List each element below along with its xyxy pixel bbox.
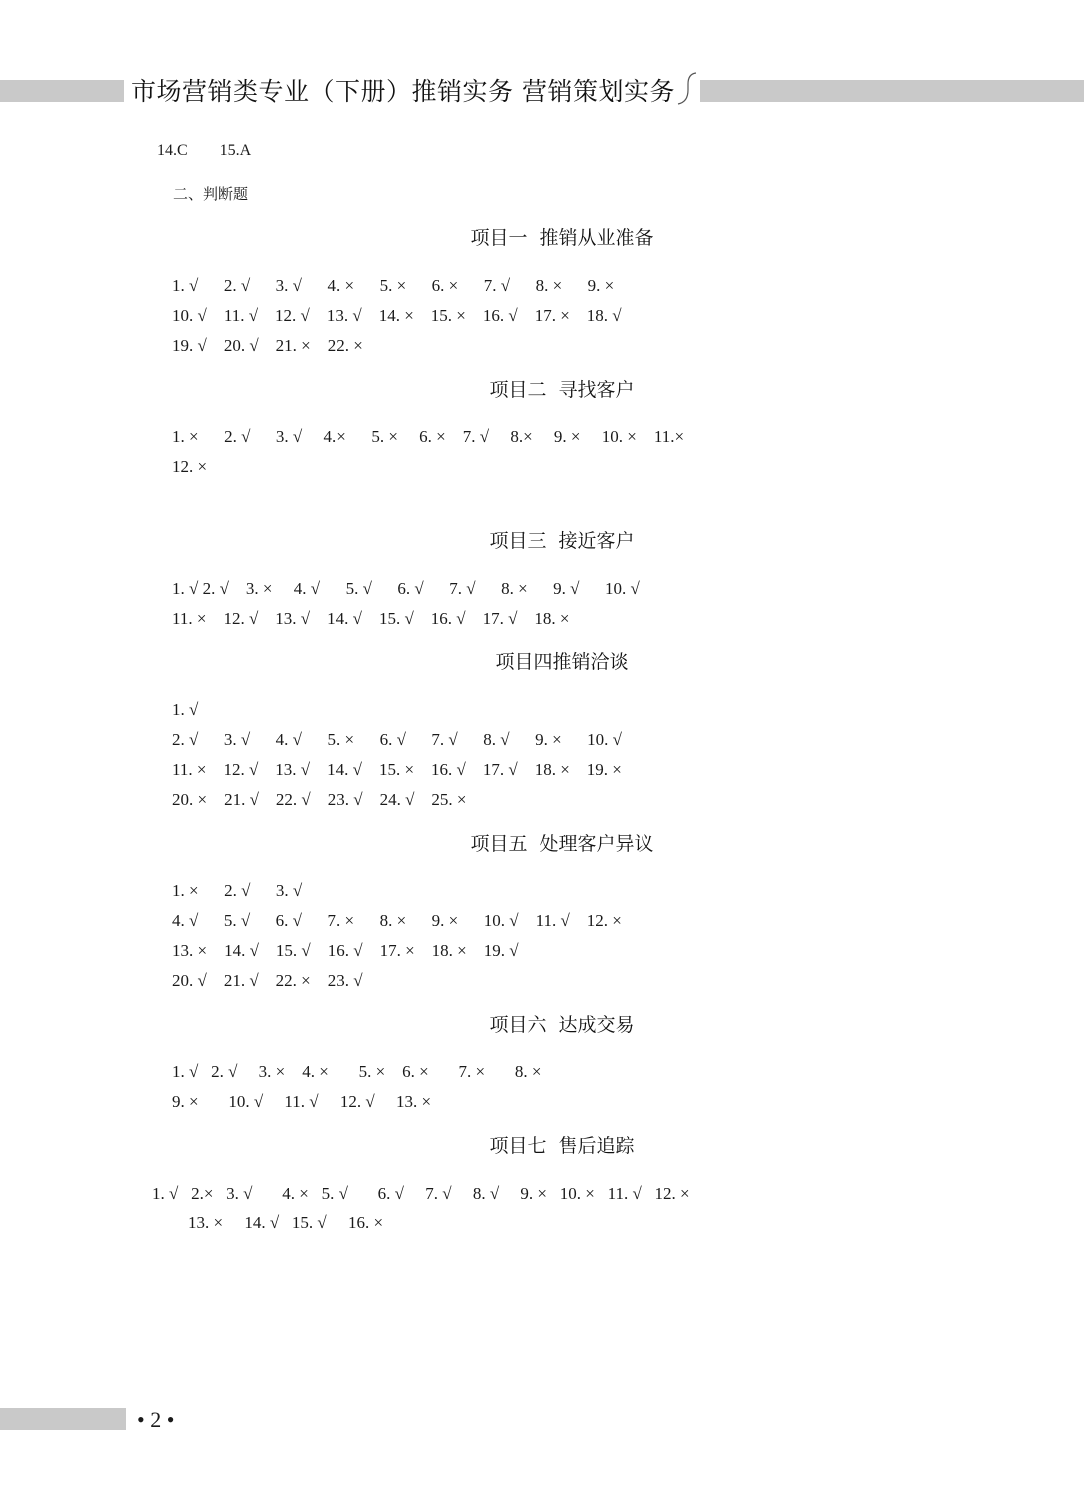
answer-line: 1. √ 2.× 3. √ 4. × 5. √ 6. √ 7. √ 8. √ 9. × 10. × 11. √ 12. × — [152, 1184, 690, 1203]
answer-line: 11. × 12. √ 13. √ 14. √ 15. × 16. √ 17. √ 18. × 19. × — [172, 760, 622, 779]
project-2-heading: 项目二 寻找客户 — [489, 379, 635, 401]
answer-line: 1. √ 2. √ 3. × 4. √ 5. √ 6. √ 7. √ 8. × 9. √ 10. √ — [172, 579, 640, 598]
project-3-heading: 项目三 接近客户 — [489, 530, 635, 552]
answer-line: 13. × 14. √ 15. √ 16. √ 17. × 18. × 19. √ — [172, 941, 519, 960]
project-5-heading: 项目五 处理客户异议 — [470, 833, 654, 855]
answer-line: 4. √ 5. √ 6. √ 7. × 8. × 9. × 10. √ 11. √ 12. × — [172, 911, 622, 930]
answer-line: 2. √ 3. √ 4. √ 5. × 6. √ 7. √ 8. √ 9. × 10. √ — [172, 730, 622, 749]
project-6-heading: 项目六 达成交易 — [489, 1014, 635, 1036]
answer-line: 1. × 2. √ 3. √ 4.× 5. × 6. × 7. √ 8.× 9. × 10. × 11.× — [172, 427, 685, 446]
answer-line: 13. × 14. √ 15. √ 16. × — [188, 1213, 384, 1232]
previous-answers-line: 14.C 15.A — [157, 142, 252, 159]
footer-decor-bar — [0, 1408, 126, 1430]
answer-line: 19. √ 20. √ 21. × 22. × — [172, 336, 363, 355]
section-title: 二、判断题 — [173, 185, 249, 203]
answer-line: 12. × — [172, 457, 208, 476]
project-1-heading: 项目一 推销从业准备 — [470, 227, 654, 249]
answer-line: 11. × 12. √ 13. √ 14. √ 15. √ 16. √ 17. √ 18. × — [172, 609, 570, 628]
answer-line: 1. √ 2. √ 3. √ 4. × 5. × 6. × 7. √ 8. × 9. × — [172, 276, 615, 295]
project-7-heading: 项目七 售后追踪 — [489, 1135, 635, 1157]
answer-line: 20. √ 21. √ 22. × 23. √ — [172, 971, 363, 990]
answer-line: 20. × 21. √ 22. √ 23. √ 24. √ 25. × — [172, 790, 467, 809]
page-number: • 2 • — [137, 1407, 175, 1432]
running-header-title: 市场营销类专业（下册）推销实务 营销策划实务 — [131, 77, 675, 106]
answer-line: 9. × 10. √ 11. √ 12. √ 13. × — [172, 1092, 432, 1111]
answer-line: 10. √ 11. √ 12. √ 13. √ 14. × 15. × 16. √ 17. × 18. √ — [172, 306, 622, 325]
answer-line: 1. × 2. √ 3. √ — [172, 881, 303, 900]
answer-line: 1. √ — [172, 700, 199, 719]
answer-line: 1. √ 2. √ 3. × 4. × 5. × 6. × 7. × 8. × — [172, 1062, 542, 1081]
project-4-heading: 项目四推销洽谈 — [495, 651, 629, 673]
